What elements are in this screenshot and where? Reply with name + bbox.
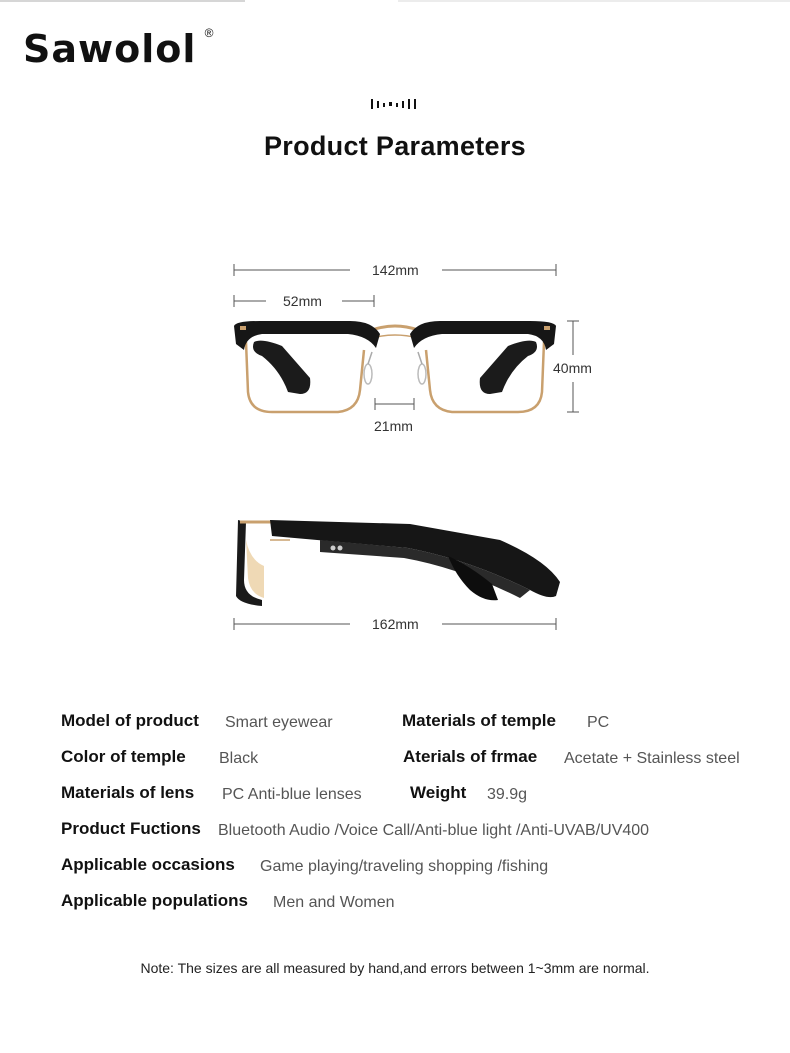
spec-temple-color-value: Black	[219, 750, 259, 767]
spec-weight-value: 39.9g	[487, 786, 528, 803]
dimension-line-bridge	[375, 398, 414, 410]
spec-label: Model of product	[61, 711, 199, 730]
glasses-front-view	[234, 321, 556, 412]
page-title: Product Parameters	[263, 131, 526, 161]
dimension-lens-width: 52mm	[283, 293, 322, 309]
measurement-note: Note: The sizes are all measured by hand,and errors between 1~3mm are normal.	[140, 960, 650, 976]
glasses-side-view	[236, 520, 560, 606]
spec-temple-material: Materials of temple	[402, 711, 556, 730]
registered-mark: ®	[204, 26, 214, 40]
spec-frame-material-value: Acetate + Stainless steel	[564, 750, 740, 767]
spec-populations: Applicable populations	[61, 891, 249, 910]
dimension-bridge-width: 21mm	[374, 418, 413, 434]
spec-frame-material: Aterials of frmae	[403, 747, 538, 766]
dimension-lens-height: 40mm	[553, 360, 592, 376]
spec-model-value: Smart eyewear	[225, 714, 333, 731]
spec-functions: Product Fuctions	[61, 819, 201, 838]
spec-occasions: Applicable occasions	[61, 855, 235, 874]
spec-functions-value: Bluetooth Audio /Voice Call/Anti-blue light /Anti-UVAB/UV400	[218, 822, 650, 839]
spec-lens-material-value: PC Anti-blue lenses	[222, 786, 362, 803]
spec-temple-material-value: PC	[587, 714, 610, 731]
spec-weight: Weight	[410, 783, 467, 802]
spec-temple-color: Color of temple	[61, 747, 186, 766]
spec-populations-value: Men and Women	[273, 894, 395, 911]
spec-lens-material: Materials of lens	[61, 783, 195, 802]
dimension-temple-length: 162mm	[372, 616, 419, 632]
spec-occasions-value: Game playing/traveling shopping /fishing	[260, 858, 549, 875]
dimension-total-width: 142mm	[372, 262, 419, 278]
brand-logo: Sawolol	[23, 27, 197, 71]
spec-model	[61, 711, 199, 731]
